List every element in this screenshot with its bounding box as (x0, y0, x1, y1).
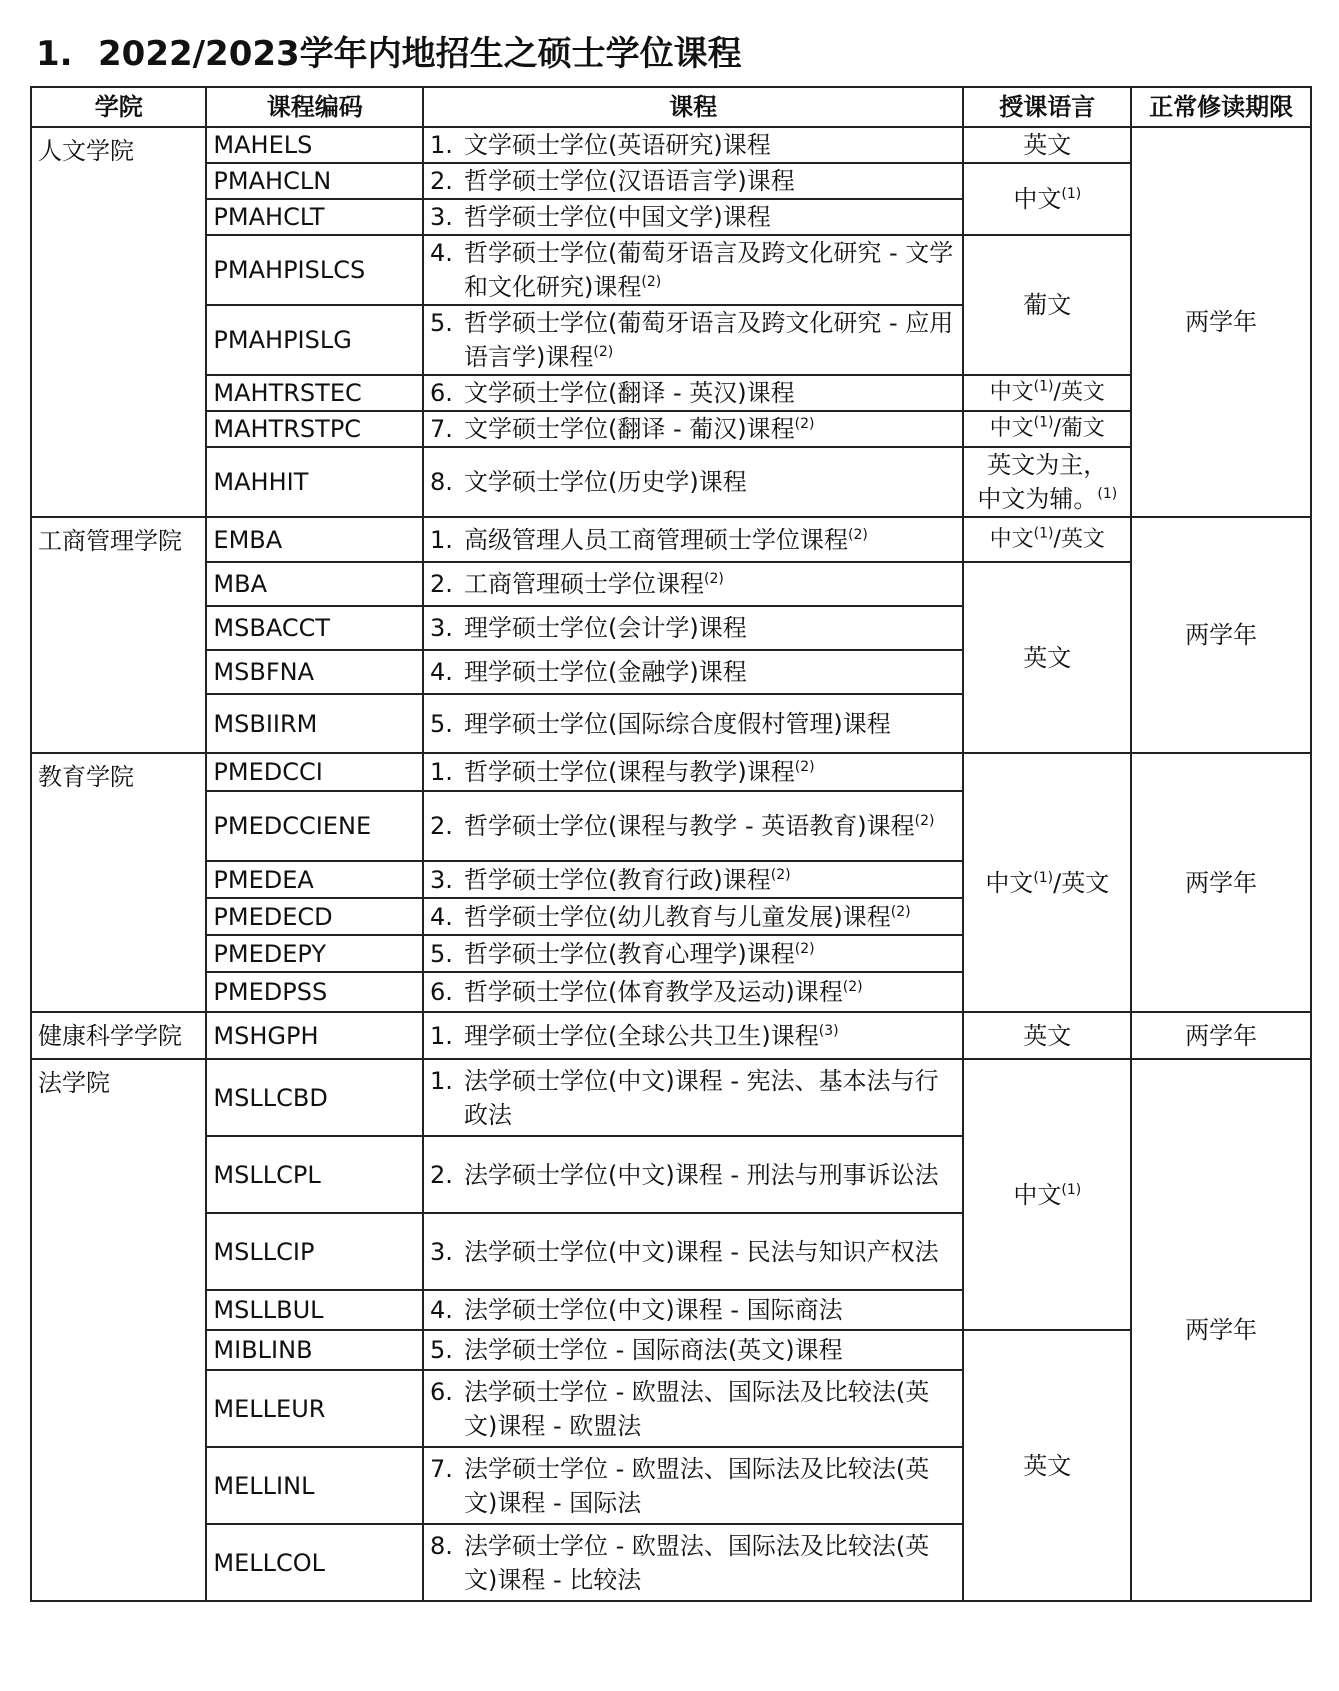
course-title (423, 127, 963, 163)
table-row (31, 375, 1311, 411)
course-code: MSLLBUL (206, 1290, 423, 1330)
course-number: 5. (430, 1336, 453, 1364)
course-text: 哲学硕士学位(葡萄牙语言及跨文化研究 - 应用语言学)课程 (464, 309, 954, 371)
course-number: 6. (430, 379, 453, 407)
course-text: 法学硕士学位 - 国际商法(英文)课程 (464, 1336, 843, 1364)
footnote-marker: (2) (794, 759, 815, 775)
course-number: 2. (430, 167, 453, 195)
course-text: 文学硕士学位(历史学)课程 (464, 468, 747, 496)
course-text: 法学硕士学位 - 欧盟法、国际法及比较法(英文)课程 - 国际法 (464, 1454, 930, 1517)
table-header-row (31, 87, 1311, 127)
course-number: 7. (430, 415, 453, 443)
course-title (423, 1012, 963, 1059)
course-code: PMEDCCI (206, 753, 423, 791)
course-code: MAHHIT (206, 447, 423, 517)
faculty-name: 法学院 (31, 1059, 206, 1601)
course-text: 理学硕士学位(会计学)课程 (464, 614, 747, 642)
language-cell (963, 1330, 1131, 1601)
course-text: 哲学硕士学位(教育行政)课程 (464, 865, 771, 894)
course-text: 哲学硕士学位(体育教学及运动)课程 (464, 978, 843, 1006)
language-suffix: /葡文 (1053, 416, 1105, 441)
header-language: 授课语言 (963, 87, 1131, 127)
language-suffix: /英文 (1053, 526, 1105, 552)
course-code: MSBIIRM (206, 694, 423, 753)
duration-cell: 两学年 (1131, 517, 1311, 753)
language-text: 中文 (989, 416, 1034, 441)
course-title (423, 861, 963, 898)
course-code: PMAHCLN (206, 163, 423, 199)
course-text: 法学硕士学位(中文)课程 - 民法与知识产权法 (464, 1237, 939, 1266)
course-code: PMAHCLT (206, 199, 423, 235)
course-text: 理学硕士学位(全球公共卫生)课程 (464, 1021, 819, 1050)
language-text: 英文 (1023, 643, 1072, 672)
course-text: 法学硕士学位(中文)课程 - 国际商法 (464, 1296, 843, 1324)
course-number: 4. (430, 1296, 453, 1324)
course-code: PMEDPSS (206, 972, 423, 1012)
footnote-marker: (2) (842, 979, 863, 995)
language-cell (963, 163, 1131, 235)
language-text: 中文 (1013, 1180, 1062, 1209)
course-number: 3. (430, 614, 453, 642)
course-title (423, 447, 963, 517)
language-text: 英文 (1023, 131, 1072, 159)
footnote-marker: (2) (794, 416, 815, 432)
duration-cell: 两学年 (1131, 1012, 1311, 1059)
footnote-marker: (1) (1061, 186, 1082, 202)
course-title (423, 375, 963, 411)
table-row (31, 517, 1311, 562)
language-cell (963, 235, 1131, 375)
table-row (31, 1059, 1311, 1136)
language-text: 英文 (1023, 1021, 1072, 1050)
course-code: MSLLCBD (206, 1059, 423, 1136)
course-text: 哲学硕士学位(幼儿教育与儿童发展)课程 (464, 902, 891, 931)
header-duration: 正常修读期限 (1131, 87, 1311, 127)
faculty-name: 工商管理学院 (31, 517, 206, 753)
course-number: 1. (430, 1066, 453, 1095)
language-suffix: /英文 (1053, 380, 1105, 405)
course-code: MELLCOL (206, 1524, 423, 1601)
course-code: MSBFNA (206, 650, 423, 694)
header-faculty: 学院 (31, 87, 206, 127)
course-number: 1. (430, 525, 453, 554)
course-number: 2. (430, 1160, 453, 1189)
course-title (423, 935, 963, 972)
course-text: 工商管理硕士学位课程 (464, 570, 704, 598)
table-row (31, 163, 1311, 199)
course-code: MAHTRSTPC (206, 411, 423, 447)
course-code: MSHGPH (206, 1012, 423, 1059)
course-text: 理学硕士学位(国际综合度假村管理)课程 (464, 709, 891, 738)
language-cell (963, 127, 1131, 163)
course-number: 5. (430, 939, 453, 968)
language-text: 英文 (1023, 1451, 1072, 1480)
course-title (423, 1136, 963, 1213)
language-text: 葡文 (1023, 291, 1072, 319)
course-number: 5. (430, 309, 453, 337)
language-cell (963, 1059, 1131, 1330)
language-text: 中文 (985, 868, 1034, 897)
section-title: 2022/2023学年内地招生之硕士学位课程 (98, 34, 742, 74)
course-title (423, 694, 963, 753)
course-number: 3. (430, 1237, 453, 1266)
course-number: 1. (430, 1021, 453, 1050)
course-number: 4. (430, 902, 453, 931)
language-cell (963, 447, 1131, 517)
language-cell (963, 753, 1131, 1012)
course-text: 法学硕士学位 - 欧盟法、国际法及比较法(英文)课程 - 欧盟法 (464, 1377, 930, 1440)
language-text: 中文 (1013, 185, 1062, 213)
course-code: MIBLINB (206, 1330, 423, 1370)
course-text: 哲学硕士学位(课程与教学)课程 (464, 758, 795, 786)
course-code: PMEDCCIENE (206, 791, 423, 861)
language-line: 英文为主， (987, 451, 1108, 479)
course-title (423, 1370, 963, 1447)
table-row (31, 753, 1311, 791)
footnote-marker: (1) (1033, 525, 1054, 542)
course-text: 法学硕士学位 - 欧盟法、国际法及比较法(英文)课程 - 比较法 (464, 1531, 930, 1594)
course-title (423, 1059, 963, 1136)
footnote-marker: (1) (1061, 1181, 1082, 1198)
course-text: 理学硕士学位(金融学)课程 (464, 658, 747, 686)
language-line: 中文为辅。 (977, 485, 1098, 513)
course-number: 6. (430, 978, 453, 1006)
course-code: MAHTRSTEC (206, 375, 423, 411)
course-title (423, 305, 963, 375)
course-code: MBA (206, 562, 423, 606)
course-title (423, 517, 963, 562)
table-row (31, 1012, 1311, 1059)
language-suffix: /英文 (1053, 868, 1110, 897)
footnote-marker: (3) (818, 1022, 839, 1039)
course-text: 法学硕士学位(中文)课程 - 刑法与刑事诉讼法 (464, 1160, 939, 1189)
course-code: MELLINL (206, 1447, 423, 1524)
course-code: MSBACCT (206, 606, 423, 650)
course-text: 文学硕士学位(英语研究)课程 (464, 131, 771, 159)
course-number: 2. (430, 812, 453, 840)
course-code: PMEDEPY (206, 935, 423, 972)
course-text: 哲学硕士学位(教育心理学)课程 (464, 939, 795, 968)
course-title (423, 411, 963, 447)
faculty-name: 教育学院 (31, 753, 206, 1012)
course-title (423, 1330, 963, 1370)
course-title (423, 562, 963, 606)
course-title (423, 235, 963, 305)
course-text: 哲学硕士学位(汉语语言学)课程 (464, 167, 795, 195)
header-course: 课程 (423, 87, 963, 127)
footnote-marker: (1) (1033, 869, 1054, 886)
course-number: 8. (430, 1531, 453, 1560)
duration-cell: 两学年 (1131, 1059, 1311, 1601)
course-number: 1. (430, 758, 453, 786)
programme-table (30, 86, 1312, 1602)
course-title (423, 898, 963, 935)
faculty-name: 健康科学学院 (31, 1012, 206, 1059)
course-text: 哲学硕士学位(葡萄牙语言及跨文化研究 - 文学和文化研究)课程 (464, 239, 954, 301)
duration-cell: 两学年 (1131, 127, 1311, 517)
course-code: PMAHPISLCS (206, 235, 423, 305)
course-number: 5. (430, 709, 453, 738)
course-code: EMBA (206, 517, 423, 562)
footnote-marker: (2) (848, 526, 868, 543)
section-number: 1. (36, 34, 73, 74)
footnote-marker: (2) (794, 940, 815, 957)
language-text: 中文 (989, 380, 1034, 405)
course-number: 4. (430, 658, 453, 686)
language-cell (963, 1012, 1131, 1059)
course-number: 2. (430, 570, 453, 598)
language-cell (963, 562, 1131, 753)
header-code: 课程编码 (206, 87, 423, 127)
table-row (31, 562, 1311, 606)
course-text: 哲学硕士学位(中国文学)课程 (464, 203, 771, 231)
course-number: 6. (430, 1377, 453, 1406)
course-code: MSLLCIP (206, 1213, 423, 1290)
language-text: 中文 (989, 526, 1034, 552)
language-cell (963, 375, 1131, 411)
course-code: PMEDEA (206, 861, 423, 898)
course-text: 文学硕士学位(翻译 - 葡汉)课程 (464, 415, 795, 443)
footnote-marker: (1) (1097, 486, 1118, 502)
course-number: 4. (430, 239, 453, 267)
footnote-marker: (1) (1033, 378, 1054, 395)
table-row (31, 235, 1311, 305)
course-title (423, 1524, 963, 1601)
language-cell (963, 411, 1131, 447)
footnote-marker: (2) (914, 813, 935, 829)
course-code: PMEDECD (206, 898, 423, 935)
footnote-marker: (2) (770, 866, 791, 883)
course-text: 法学硕士学位(中文)课程 - 宪法、基本法与行政法 (464, 1066, 939, 1129)
footnote-marker: (2) (593, 344, 614, 360)
duration-cell: 两学年 (1131, 753, 1311, 1012)
table-row (31, 411, 1311, 447)
course-title (423, 1213, 963, 1290)
table-row (31, 127, 1311, 163)
faculty-name: 人文学院 (31, 127, 206, 517)
course-code: PMAHPISLG (206, 305, 423, 375)
footnote-marker: (2) (641, 274, 662, 290)
course-title (423, 791, 963, 861)
footnote-marker: (2) (704, 571, 724, 587)
course-number: 7. (430, 1454, 453, 1483)
course-title (423, 199, 963, 235)
language-cell (963, 517, 1131, 562)
course-title (423, 650, 963, 694)
course-title (423, 972, 963, 1012)
course-title (423, 753, 963, 791)
course-text: 文学硕士学位(翻译 - 英汉)课程 (464, 379, 795, 407)
course-text: 哲学硕士学位(课程与教学 - 英语教育)课程 (464, 812, 915, 840)
course-code: MELLEUR (206, 1370, 423, 1447)
table-row (31, 1330, 1311, 1370)
course-code: MAHELS (206, 127, 423, 163)
course-number: 8. (430, 468, 453, 496)
footnote-marker: (1) (1033, 414, 1054, 431)
page-title (36, 30, 742, 78)
course-code: MSLLCPL (206, 1136, 423, 1213)
table-row (31, 447, 1311, 517)
course-title (423, 163, 963, 199)
course-text: 高级管理人员工商管理硕士学位课程 (464, 525, 848, 554)
footnote-marker: (2) (890, 903, 911, 920)
course-title (423, 1290, 963, 1330)
course-number: 3. (430, 865, 453, 894)
course-title (423, 606, 963, 650)
course-number: 1. (430, 131, 453, 159)
course-number: 3. (430, 203, 453, 231)
course-title (423, 1447, 963, 1524)
